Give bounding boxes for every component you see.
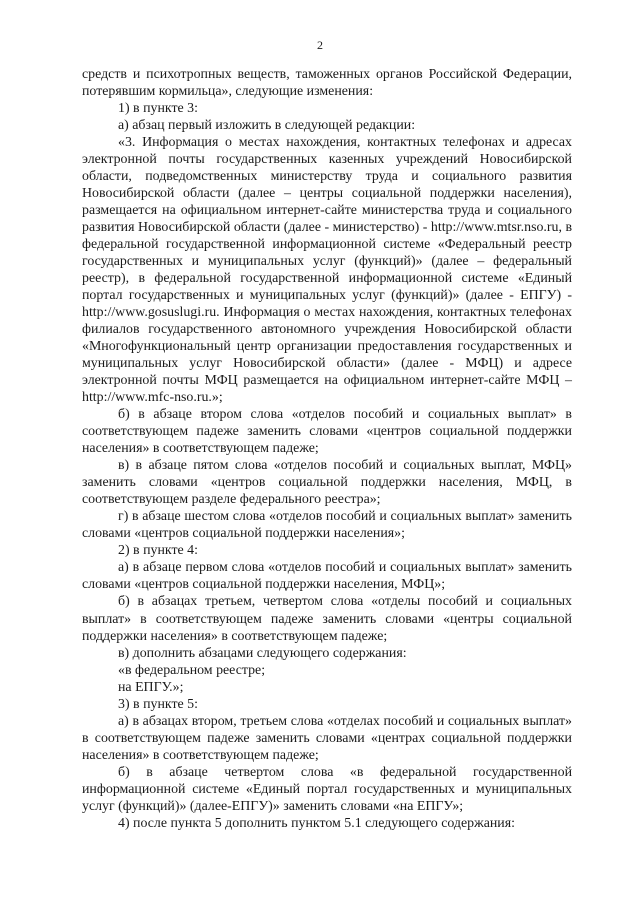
paragraph: 3) в пункте 5: [118,696,198,712]
paragraph: а) абзац первый изложить в следующей редакции: [118,118,416,134]
paragraph: б) в абзаце втором слова «отделов пособий и социальных выплат» в соответствующем падеже заменить словами «центров социальной поддержки населения» в соответствующем падеже; [82,407,572,457]
paragraph: 2) в пункте 4: [118,543,198,559]
paragraph: на ЕПГУ.»; [118,679,184,695]
paragraph: 4) после пункта 5 дополнить пунктом 5.1 следующего содержания: [118,815,515,831]
paragraph: г) в абзаце шестом слова «отделов пособий и социальных выплат» заменить словами «центров социальной поддержки населения»; [82,509,572,542]
paragraph: а) в абзаце первом слова «отделов пособий и социальных выплат» заменить словами «центров социальной поддержки населения, МФЦ»; [82,560,572,593]
paragraph: «в федеральном реестре; [118,662,266,678]
document-body [82,66,572,832]
page-number: 2 [317,38,323,52]
paragraph: «3. Информация о местах нахождения, контактных телефонах и адресах электронной почты государственных казенных учреждений Новосибирской области, подведомственных министерству труда и социального развития Новосибирской области (далее – центры социальной поддержки населения), размещается на официальном интернет-сайте министерства труда и социального развития Новосибирской области (далее - министерство) - http://www.mtsr.nso.ru, в федеральной государственной информационной системе «Федеральный реестр государственных и муниципальных услуг (функций)» (далее – федеральный реестр), в федеральной государственной информационной системе «Единый портал государственных и муниципальных услуг (функций)» (далее - ЕПГУ) - http://www.gosuslugi.ru. Информация о местах нахождения, контактных телефонах филиалов государственного автономного учреждения Новосибирской области «Многофункциональный центр организации предоставления государственных и муниципальных услуг Новосибирской области» (далее - МФЦ) и адресе электронной почты МФЦ размещается на официальном интернет-сайте МФЦ – http://www.mfc-nso.ru.»; [82,135,572,406]
paragraph: в) в абзаце пятом слова «отделов пособий и социальных выплат, МФЦ» заменить словами «центров социальной поддержки населения, МФЦ, в соответствующем разделе федерального реестра»; [82,458,572,508]
paragraph: а) в абзацах втором, третьем слова «отделах пособий и социальных выплат» в соответствующем падеже заменить словами «центрах социальной поддержки населения» в соответствующем падеже; [82,713,572,763]
paragraph: в) дополнить абзацами следующего содержания: [118,645,407,661]
paragraph: б) в абзаце четвертом слова «в федеральной государственной информационной системе «Единый портал государственных и муниципальных услуг (функций)» (далее-ЕПГУ)» заменить словами «на ЕПГУ»; [82,764,572,814]
paragraph: 1) в пункте 3: [118,101,198,117]
paragraph: б) в абзацах третьем, четвертом слова «отделы пособий и социальных выплат» в соответствующем падеже заменить словами «центры социальной поддержки населения» в соответствующем падеже; [82,594,572,644]
paragraph: средств и психотропных веществ, таможенных органов Российской Федерации, потерявшим кормильца», следующие изменения: [82,67,572,100]
